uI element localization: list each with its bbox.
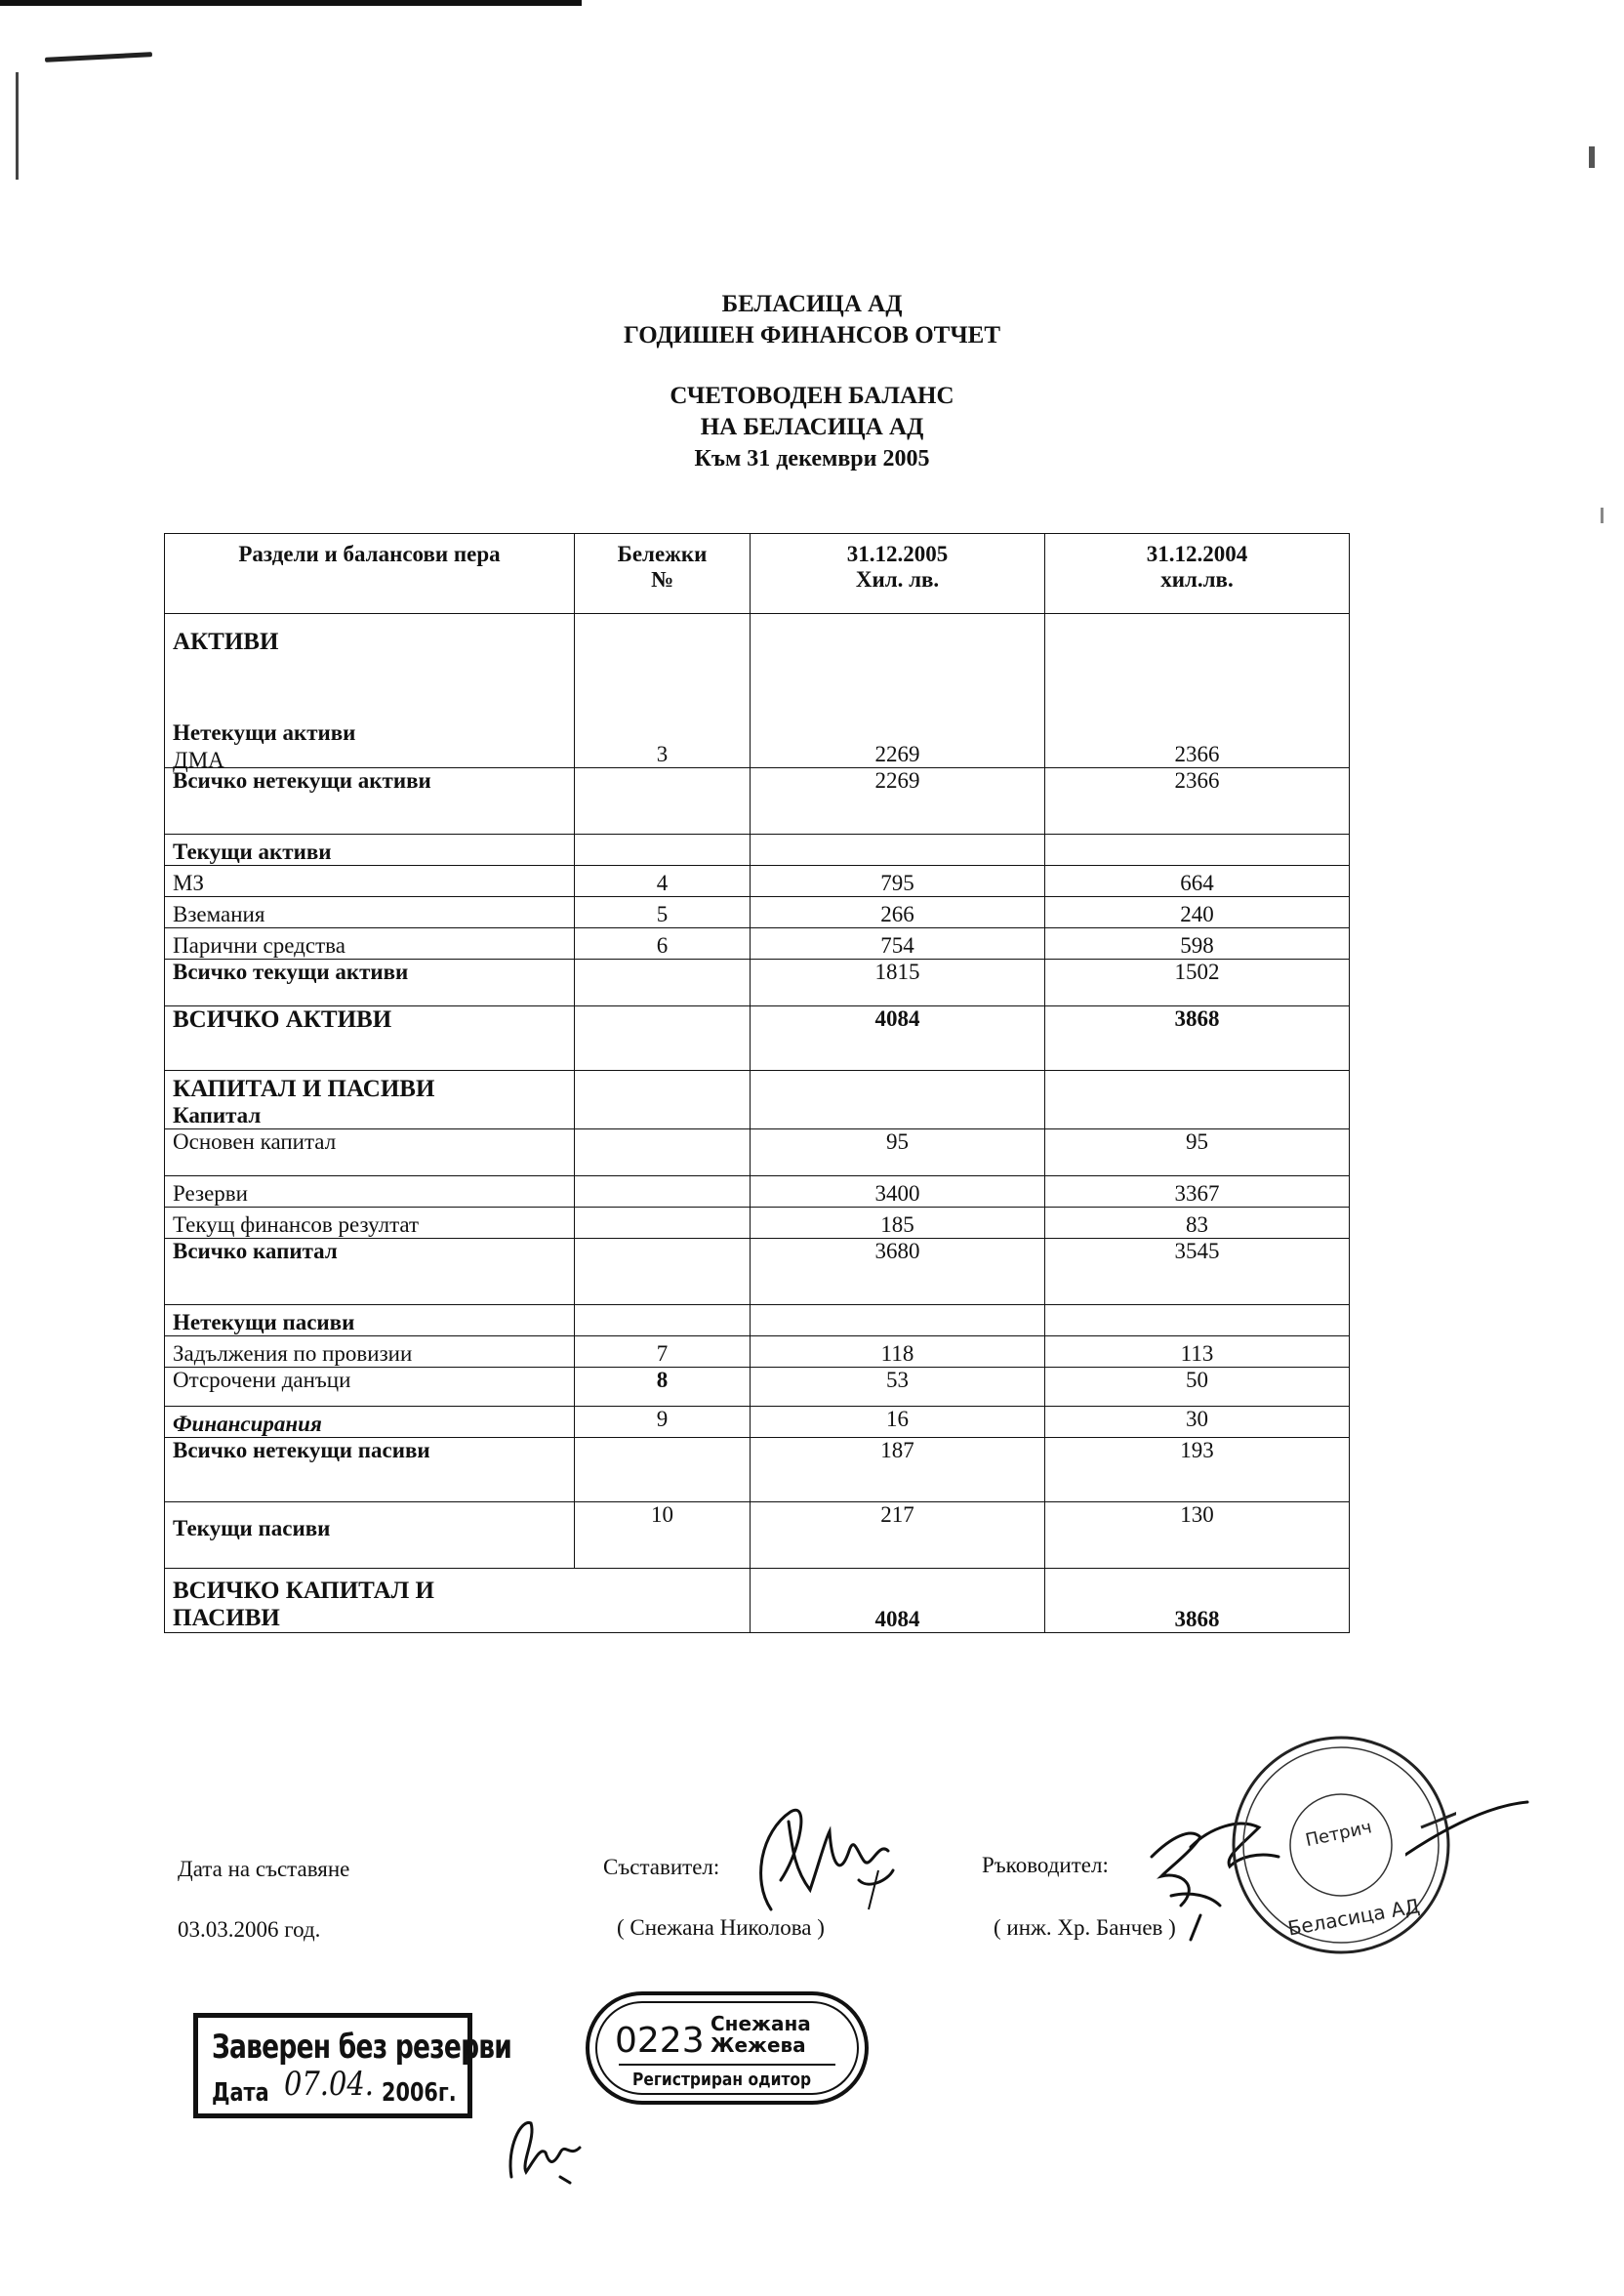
col-header-2005-unit: Хил. лв. [855,567,940,592]
cell-2005-cash: 754 [751,928,1045,960]
certified-stamp-text: Заверен без резерви [212,2028,512,2067]
table-row [165,835,1350,866]
cell-2004-total-noncurrent-assets: 2366 [1045,768,1350,835]
cell-2005-total-equity: 3680 [751,1239,1045,1305]
row-label-current-result: Текущ финансов резултат [165,1208,575,1239]
cell-2004-total-noncurrent-liabilities: 193 [1045,1438,1350,1502]
row-label-total-equity: Всичко капитал [165,1239,575,1305]
cell-empty [1045,1071,1350,1129]
cell-2004-reserves: 3367 [1045,1176,1350,1208]
col-header-notes-line1: Бележки [617,542,708,566]
table-row [165,1305,1350,1336]
cell-2005-total-current-assets: 1815 [751,960,1045,1006]
seal-signature-stroke [1405,1796,1532,1865]
subsection-noncurrent-assets: Нетекущи активи [173,720,356,745]
cell-note-empty [575,1208,751,1239]
row-label-total-noncurrent-assets: Всичко нетекущи активи [165,768,575,835]
auditor-stamp-name [710,2013,811,2056]
footer-date-label: Дата на съставяне [178,1857,350,1881]
col-header-2004-unit: хил.лв. [1160,567,1234,592]
cell-2005-dma: 2269 [751,614,1045,768]
company-name: БЕЛАСИЦА АД [721,291,903,317]
row-label-receivables: Вземания [165,897,575,928]
cell-2005-share-capital: 95 [751,1129,1045,1176]
table-row [165,1569,1350,1633]
row-label-total-current-assets: Всичко текущи активи [165,960,575,1006]
table-row [165,1208,1350,1239]
auditor-signature [502,2109,589,2187]
table-row [165,1129,1350,1176]
scan-artifact-right [1589,146,1595,168]
auditor-stamp-divider [619,2064,835,2066]
row-label-mz: МЗ [165,866,575,897]
table-row [165,1336,1350,1368]
total-equity-liabilities-line2: ПАСИВИ [173,1605,280,1631]
table-row [165,1176,1350,1208]
cell-assets [165,614,575,772]
cell-note-empty [575,768,751,835]
cell-2005-total-equity-liabilities: 4084 [751,1569,1045,1633]
table-row [165,1438,1350,1502]
cell-2005-reserves: 3400 [751,1176,1045,1208]
auditor-last-name: Жежева [710,2033,806,2057]
cell-empty [1045,1305,1350,1336]
certified-stamp-date-label: Дата [212,2078,269,2108]
row-label-reserves: Резерви [165,1176,575,1208]
composer-signature [742,1792,898,1929]
cell-empty [751,1071,1045,1129]
cell-2005-mz: 795 [751,866,1045,897]
cell-2005-provisions: 118 [751,1336,1045,1368]
svg-text:Петрич: Петрич [1303,1817,1374,1852]
row-label-cash: Парични средства [165,928,575,960]
cell-note-empty [575,1239,751,1305]
subsection-noncurrent-liabilities: Нетекущи пасиви [165,1305,575,1336]
document-header [0,289,1624,351]
cell-note-financing: 9 [575,1407,751,1438]
col-header-notes [575,534,751,614]
cell-2004-share-capital: 95 [1045,1129,1350,1176]
cell-note-provisions: 7 [575,1336,751,1368]
total-equity-liabilities-line1: ВСИЧКО КАПИТАЛ И [173,1578,434,1604]
cell-2004-mz: 664 [1045,866,1350,897]
cell-note-empty [575,1129,751,1176]
cell-2004-total-equity: 3545 [1045,1239,1350,1305]
balance-subtitle: НА БЕЛАСИЦА АД [700,414,924,440]
cell-2004-total-current-assets: 1502 [1045,960,1350,1006]
footer-date-value: 03.03.2006 год. [178,1917,321,1942]
cell-2005-receivables: 266 [751,897,1045,928]
table-row [165,1407,1350,1438]
section-assets: АКТИВИ [173,629,279,655]
subsection-current-assets: Текущи активи [165,835,575,866]
cell-2004-current-result: 83 [1045,1208,1350,1239]
cell-2004-total-assets: 3868 [1045,1006,1350,1071]
row-label-provisions: Задължения по провизии [165,1336,575,1368]
auditor-stamp-role: Регистриран одитор [632,2070,812,2090]
subsection-equity: Капитал [173,1103,262,1128]
col-header-section [165,534,575,614]
table-row [165,768,1350,835]
cell-empty [751,835,1045,866]
cell-note-empty [575,1438,751,1502]
col-header-section-text: Раздели и балансови пера [238,542,501,566]
cell-2004-cash: 598 [1045,928,1350,960]
table-row [165,1502,1350,1569]
section-equity-liabilities: КАПИТАЛ И ПАСИВИ [173,1076,435,1102]
col-header-2004-date: 31.12.2004 [1146,542,1248,566]
footer-composer-label: Съставител: [603,1855,720,1879]
cell-note-empty [575,1305,751,1336]
row-label-deferred-taxes: Отсрочени данъци [165,1368,575,1407]
cell-equity-header [165,1071,575,1129]
row-label-share-capital: Основен капитал [165,1129,575,1176]
col-header-2005-date: 31.12.2005 [846,542,949,566]
certified-stamp-date-handwritten: 07.04. [284,2065,374,2104]
cell-note-current-liabilities: 10 [575,1502,751,1569]
certified-stamp-date-year: 2006г. [382,2078,457,2108]
cell-note-dma: 3 [575,614,751,768]
cell-2004-total-equity-liabilities: 3868 [1045,1569,1350,1633]
col-header-2004 [1045,534,1350,614]
balance-sheet-table [164,533,1350,1633]
row-label-total-assets: ВСИЧКО АКТИВИ [165,1006,575,1071]
cell-2004-provisions: 113 [1045,1336,1350,1368]
row-label-financing: Финансирания [165,1407,575,1438]
cell-empty [751,1305,1045,1336]
scan-artifact-top-line [0,0,582,6]
table-row [165,897,1350,928]
cell-2005-total-assets: 4084 [751,1006,1045,1071]
cell-2005-total-noncurrent-liabilities: 187 [751,1438,1045,1502]
scan-artifact-mark [45,52,152,62]
auditor-first-name: Снежана [710,2012,811,2035]
cell-note-receivables: 5 [575,897,751,928]
row-label-total-noncurrent-liabilities: Всичко нетекущи пасиви [165,1438,575,1502]
balance-date-line: Към 31 декември 2005 [694,446,930,472]
table-header-row [165,534,1350,614]
table-row [165,928,1350,960]
cell-note-empty [575,1071,751,1129]
certified-stamp [193,2013,512,2118]
row-label-current-liabilities: Текущи пасиви [165,1502,575,1569]
cell-2004-dma: 2366 [1045,614,1350,768]
scan-artifact-right-small [1601,508,1604,523]
footer-manager-label: Ръководител: [982,1853,1109,1877]
cell-note-empty [575,1006,751,1071]
cell-2004-current-liabilities: 130 [1045,1502,1350,1569]
col-header-notes-line2: № [650,567,674,592]
cell-empty [1045,835,1350,866]
cell-2005-current-result: 185 [751,1208,1045,1239]
table-row [165,1006,1350,1071]
cell-2005-financing: 16 [751,1407,1045,1438]
auditor-stamp [586,1991,869,2105]
cell-2004-receivables: 240 [1045,897,1350,928]
table-row [165,1239,1350,1305]
cell-2005-total-noncurrent-assets: 2269 [751,768,1045,835]
cell-note-mz: 4 [575,866,751,897]
scan-artifact-left-edge [16,72,19,180]
cell-2005-deferred-taxes: 53 [751,1368,1045,1407]
cell-note-deferred-taxes: 8 [575,1368,751,1407]
cell-2004-financing: 30 [1045,1407,1350,1438]
cell-note-cash: 6 [575,928,751,960]
cell-note-empty [575,960,751,1006]
row-label-dma: ДМА [173,748,224,772]
table-row [165,960,1350,1006]
col-header-2005 [751,534,1045,614]
footer-composer-name: ( Снежана Николова ) [617,1915,825,1940]
table-row-assets [165,614,1350,768]
table-row [165,1368,1350,1407]
balance-header [0,381,1624,474]
cell-2005-current-liabilities: 217 [751,1502,1045,1569]
cell-2004-deferred-taxes: 50 [1045,1368,1350,1407]
svg-text:Беласица АД: Беласица АД [1285,1894,1422,1941]
balance-title: СЧЕТОВОДЕН БАЛАНС [670,383,954,409]
cell-note-empty [575,835,751,866]
table-row [165,866,1350,897]
row-label-total-equity-liabilities [165,1569,751,1633]
auditor-stamp-number: 0223 [615,2021,705,2061]
table-row [165,1071,1350,1129]
cell-note-empty [575,1176,751,1208]
report-name: ГОДИШЕН ФИНАНСОВ ОТЧЕТ [623,322,1001,348]
footer-manager-name: ( инж. Хр. Банчев ) [994,1915,1176,1940]
